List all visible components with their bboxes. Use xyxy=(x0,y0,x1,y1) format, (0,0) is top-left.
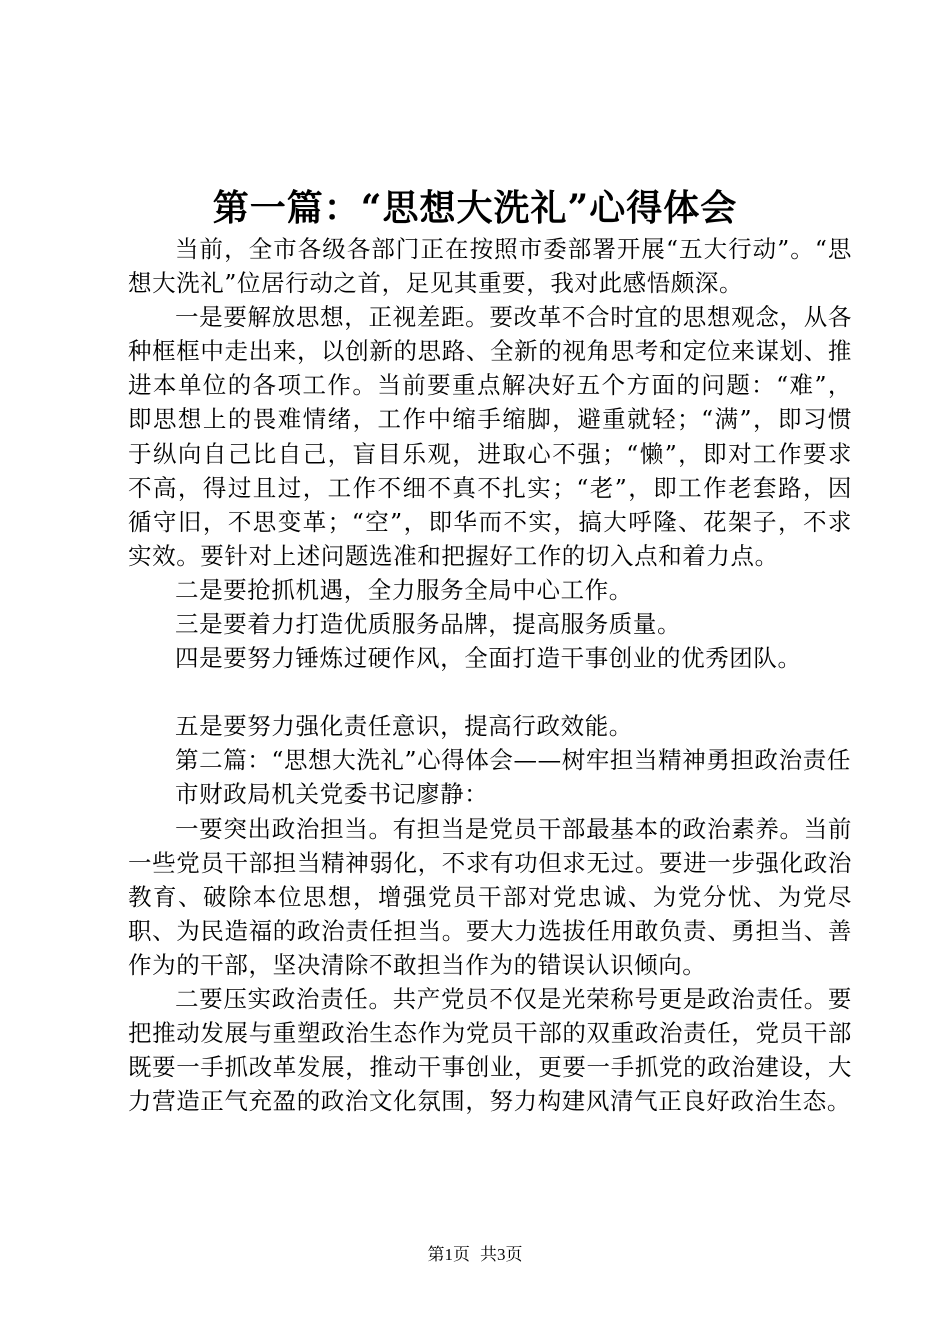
page-total: 共3页 xyxy=(480,1245,523,1264)
author-line: 市财政局机关党委书记廖静： xyxy=(175,780,489,809)
second-article-heading: 第二篇：“思想大洗礼”心得体会——树牢担当精神勇担政治责任 xyxy=(175,746,851,775)
paragraph-intro: 当前，全市各级各部门正在按照市委部署开展“五大行动”。“思想大洗礼”位居行动之首，足见其重要，我对此感悟颇深。 xyxy=(128,235,852,298)
document-body xyxy=(128,232,852,1118)
paragraph-political-responsibility: 二要压实政治责任。共产党员不仅是光荣称号更是政治责任。要把推动发展与重塑政治生态作为党员干部的双重政治责任，党员干部既要一手抓改革发展，推动干事创业，更要一手抓党的政治建设，大力营造正气充盈的政治文化氛围，努力构建风清气正良好政治生态。 xyxy=(128,984,852,1116)
paragraph-point-four: 四是要努力锤炼过硬作风，全面打造干事创业的优秀团队。 xyxy=(175,644,802,673)
paragraph-point-one: 一是要解放思想，正视差距。要改革不合时宜的思想观念，从各种框框中走出来，以创新的思路、全新的视角思考和定位来谋划、推进本单位的各项工作。当前要重点解决好五个方面的问题：“难”，即思想上的畏难情绪，工作中缩手缩脚，避重就轻；“满”，即习惯于纵向自己比自己，盲目乐观，进取心不强；“懒”，即对工作要求不高，得过且过，工作不细不真不扎实；“老”，即工作老套路，因循守旧，不思变革；“空”，即华而不实，搞大呼隆、花架子，不求实效。要针对上述问题选准和把握好工作的切入点和着力点。 xyxy=(128,303,852,570)
paragraph-political-commitment: 一要突出政治担当。有担当是党员干部最基本的政治素养。当前一些党员干部担当精神弱化，不求有功但求无过。要进一步强化政治教育、破除本位思想，增强党员干部对党忠诚、为党分忧、为党尽职、为民造福的政治责任担当。要大力选拔任用敢负责、勇担当、善作为的干部，坚决清除不敢担当作为的错误认识倾向。 xyxy=(128,814,852,979)
paragraph-point-three: 三是要着力打造优质服务品牌，提高服务质量。 xyxy=(175,610,682,639)
document-title: 第一篇：“思想大洗礼”心得体会 xyxy=(212,187,738,229)
paragraph-point-two: 二是要抢抓机遇，全力服务全局中心工作。 xyxy=(175,575,633,604)
page-footer xyxy=(0,1244,950,1266)
paragraph-point-five: 五是要努力强化责任意识，提高行政效能。 xyxy=(175,712,633,741)
page-number: 第1页 xyxy=(427,1245,470,1264)
